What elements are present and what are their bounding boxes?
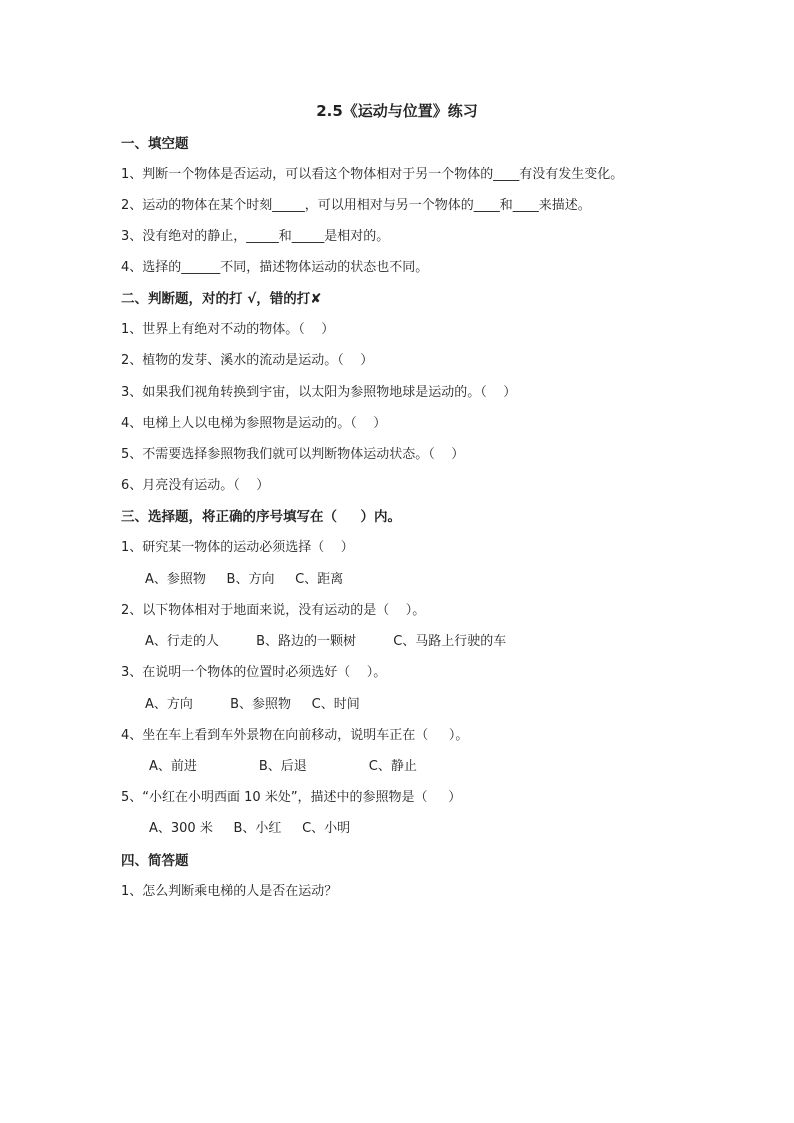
short-answer-question-1: 1、怎么判断乘电梯的人是否在运动？ bbox=[121, 884, 338, 899]
true-false-question-6: 6、月亮没有运动。（ ） bbox=[121, 478, 270, 493]
choice-question-2: 2、以下物体相对于地面来说，没有运动的是（ ）。 bbox=[121, 603, 426, 618]
true-false-question-2: 2、植物的发芽、溪水的流动是运动。（ ） bbox=[121, 353, 374, 368]
choice-question-3: 3、在说明一个物体的位置时必须选好（ ）。 bbox=[121, 665, 387, 680]
choice-question-3-options: A、方向 B、参照物 C、时间 bbox=[145, 697, 360, 712]
choice-question-4-options: A、前进 B、后退 C、静止 bbox=[149, 759, 417, 774]
choice-question-1-options: A、参照物 B、方向 C、距离 bbox=[145, 572, 344, 587]
choice-question-2-options: A、行走的人 B、路边的一颗树 C、马路上行驶的车 bbox=[145, 634, 507, 649]
true-false-question-3: 3、如果我们视角转换到宇宙，以太阳为参照物地球是运动的。（ ） bbox=[121, 385, 517, 400]
section-heading-short-answer: 四、简答题 bbox=[121, 853, 189, 869]
page-title: 2.5《运动与位置》练习 bbox=[316, 102, 478, 120]
choice-question-5: 5、“小红在小明西面 10 米处”，描述中的参照物是（ ） bbox=[121, 790, 462, 805]
choice-question-1: 1、研究某一物体的运动必须选择（ ） bbox=[121, 540, 354, 555]
fill-blank-question-1: 1、判断一个物体是否运动，可以看这个物体相对于另一个物体的____有没有发生变化。 bbox=[121, 167, 624, 182]
fill-blank-question-4: 4、选择的______不同，描述物体运动的状态也不同。 bbox=[121, 260, 429, 275]
choice-question-5-options: A、300 米 B、小红 C、小明 bbox=[149, 821, 351, 836]
true-false-question-5: 5、不需要选择参照物我们就可以判断物体运动状态。（ ） bbox=[121, 447, 465, 462]
true-false-question-4: 4、电梯上人以电梯为参照物是运动的。（ ） bbox=[121, 416, 387, 431]
fill-blank-question-3: 3、没有绝对的静止，_____和_____是相对的。 bbox=[121, 229, 390, 244]
true-false-question-1: 1、世界上有绝对不动的物体。（ ） bbox=[121, 322, 335, 337]
section-heading-true-false: 二、判断题，对的打 √，错的打✘ bbox=[121, 291, 322, 307]
fill-blank-question-2: 2、运动的物体在某个时刻_____，可以用相对与另一个物体的____和____来描述。 bbox=[121, 198, 591, 213]
section-heading-multiple-choice: 三、选择题，将正确的序号填写在（ ）内。 bbox=[121, 509, 401, 525]
section-heading-fill-blank: 一、填空题 bbox=[121, 136, 189, 152]
choice-question-4: 4、坐在车上看到车外景物在向前移动，说明车正在（ ）。 bbox=[121, 728, 469, 743]
